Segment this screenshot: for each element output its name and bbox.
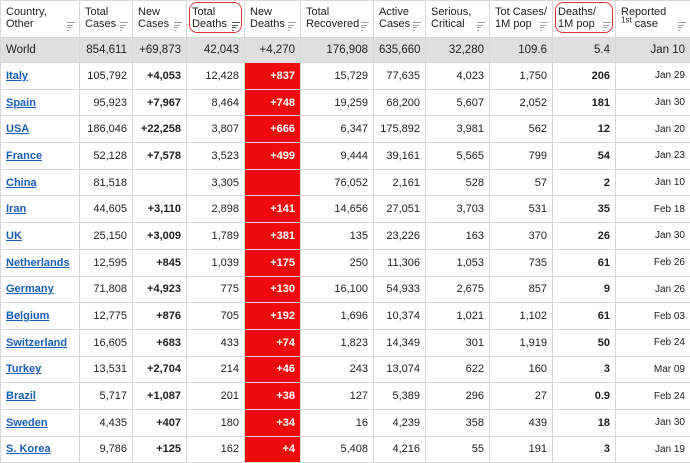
cell-active-cases: 23,226 — [374, 223, 426, 250]
cell-tot-cases-per-1m: 191 — [490, 436, 553, 463]
country-link[interactable]: Iran — [6, 203, 26, 215]
cell-tot-cases-per-1m: 1,919 — [490, 329, 553, 356]
cell-total-recovered: 76,052 — [301, 169, 374, 196]
cell-deaths-per-1m: 0.9 — [553, 383, 616, 410]
cell-reported-first-case: Jan 19 — [616, 436, 690, 463]
cell-reported-first-case: Mar 09 — [616, 356, 690, 383]
cell-new-deaths: +4 — [245, 436, 301, 463]
column-header-active-cases[interactable] — [374, 1, 426, 38]
cell-total-deaths: 3,807 — [187, 116, 245, 143]
cell-total-deaths: 775 — [187, 276, 245, 303]
cell-tot-cases-per-1m: 531 — [490, 196, 553, 223]
cell-country — [1, 223, 80, 250]
cell-new-deaths: +837 — [245, 63, 301, 90]
cell-total-cases: 9,786 — [80, 436, 133, 463]
sort-icon[interactable] — [174, 22, 182, 31]
cell-reported-first-case: Jan 30 — [616, 409, 690, 436]
cell-active-cases: 4,216 — [374, 436, 426, 463]
cell-active-cases: 11,306 — [374, 249, 426, 276]
cell-country — [1, 356, 80, 383]
cell-total-deaths: 12,428 — [187, 63, 245, 90]
cell-new-deaths: +46 — [245, 356, 301, 383]
cell-active-cases: 39,161 — [374, 143, 426, 170]
cell-deaths-per-1m: 18 — [553, 409, 616, 436]
sort-icon[interactable] — [603, 22, 611, 31]
table-header-row — [1, 1, 690, 38]
cell-active-cases: 175,892 — [374, 116, 426, 143]
cell-new-cases: +4,053 — [133, 63, 187, 90]
country-link[interactable]: Turkey — [6, 363, 41, 375]
cell-total-recovered: 127 — [301, 383, 374, 410]
column-header-label: New Cases — [138, 6, 169, 30]
cell-serious-critical: 3,703 — [426, 196, 490, 223]
cell-total-cases: 12,775 — [80, 303, 133, 330]
cell-country — [1, 436, 80, 463]
cell-total-deaths: 162 — [187, 436, 245, 463]
cell-deaths-per-1m: 50 — [553, 329, 616, 356]
cell-new-deaths: +748 — [245, 89, 301, 116]
cell-new-cases: +1,087 — [133, 383, 187, 410]
cell-total-deaths: 3,523 — [187, 143, 245, 170]
cell-serious-critical: 5,607 — [426, 89, 490, 116]
country-link[interactable]: USA — [6, 123, 29, 135]
cell-deaths-per-1m: 2 — [553, 169, 616, 196]
cell-tot-cases-per-1m: 370 — [490, 223, 553, 250]
cell-total-deaths: 3,305 — [187, 169, 245, 196]
cell-total-recovered: 243 — [301, 356, 374, 383]
cell-total-deaths: 433 — [187, 329, 245, 356]
cell-country — [1, 276, 80, 303]
column-header-tot-cases-per-1m[interactable] — [490, 1, 553, 38]
cell-new-deaths: +381 — [245, 223, 301, 250]
cell-reported-first-case: Jan 10 — [616, 169, 690, 196]
sort-icon[interactable] — [540, 22, 548, 31]
cell-tot-cases-per-1m: 735 — [490, 249, 553, 276]
cell-serious-critical: 32,280 — [426, 38, 490, 63]
cell-country — [1, 329, 80, 356]
cell-deaths-per-1m: 181 — [553, 89, 616, 116]
country-link[interactable]: China — [6, 177, 37, 189]
cell-new-deaths: +192 — [245, 303, 301, 330]
cell-total-recovered: 16,100 — [301, 276, 374, 303]
cell-new-cases: +845 — [133, 249, 187, 276]
cell-new-cases: +3,110 — [133, 196, 187, 223]
column-header-country[interactable] — [1, 1, 80, 38]
cell-total-recovered: 15,729 — [301, 63, 374, 90]
cell-total-cases: 12,595 — [80, 249, 133, 276]
country-link[interactable]: Netherlands — [6, 257, 70, 269]
column-header-reported-first-case[interactable] — [616, 1, 690, 38]
cell-total-recovered: 5,408 — [301, 436, 374, 463]
cell-new-deaths: +34 — [245, 409, 301, 436]
cell-total-deaths: 42,043 — [187, 38, 245, 63]
table-row — [1, 89, 690, 116]
cell-serious-critical: 163 — [426, 223, 490, 250]
table-row — [1, 249, 690, 276]
cell-total-cases: 13,531 — [80, 356, 133, 383]
cell-serious-critical: 358 — [426, 409, 490, 436]
cell-deaths-per-1m: 35 — [553, 196, 616, 223]
cell-deaths-per-1m: 5.4 — [553, 38, 616, 63]
cell-reported-first-case: Feb 24 — [616, 383, 690, 410]
country-link[interactable]: France — [6, 150, 42, 162]
cell-total-recovered: 1,696 — [301, 303, 374, 330]
cell-new-deaths: +141 — [245, 196, 301, 223]
cell-total-cases: 81,518 — [80, 169, 133, 196]
cell-new-deaths: +38 — [245, 383, 301, 410]
column-header-label: Total Cases — [85, 6, 116, 30]
column-header-deaths-per-1m[interactable] — [553, 1, 616, 38]
cell-active-cases: 635,660 — [374, 38, 426, 63]
cell-tot-cases-per-1m: 439 — [490, 409, 553, 436]
cell-total-recovered: 176,908 — [301, 38, 374, 63]
cell-active-cases: 5,389 — [374, 383, 426, 410]
column-header-label: Total Recovered — [306, 6, 359, 30]
cell-active-cases: 13,074 — [374, 356, 426, 383]
column-header-label: Country, Other — [6, 6, 47, 30]
column-header-total-cases[interactable] — [80, 1, 133, 38]
cell-country — [1, 196, 80, 223]
cell-reported-first-case: Feb 24 — [616, 329, 690, 356]
cell-country — [1, 383, 80, 410]
column-header-label: Serious, Critical — [431, 6, 471, 30]
cell-new-deaths: +666 — [245, 116, 301, 143]
table-row — [1, 356, 690, 383]
cell-total-recovered: 16 — [301, 409, 374, 436]
cell-reported-first-case: Jan 30 — [616, 89, 690, 116]
sort-icon[interactable] — [413, 22, 421, 31]
cell-total-cases: 5,717 — [80, 383, 133, 410]
cell-total-recovered: 6,347 — [301, 116, 374, 143]
cell-total-deaths: 705 — [187, 303, 245, 330]
cell-tot-cases-per-1m: 562 — [490, 116, 553, 143]
cell-active-cases: 2,161 — [374, 169, 426, 196]
country-link[interactable]: Spain — [6, 97, 36, 109]
sort-icon[interactable] — [361, 22, 369, 31]
column-header-label: Active Cases — [379, 6, 410, 30]
table-row — [1, 116, 690, 143]
cell-total-cases: 854,611 — [80, 38, 133, 63]
cell-active-cases: 68,200 — [374, 89, 426, 116]
cell-deaths-per-1m: 3 — [553, 356, 616, 383]
sort-icon[interactable] — [67, 22, 75, 31]
cell-serious-critical: 4,023 — [426, 63, 490, 90]
cell-total-cases: 4,435 — [80, 409, 133, 436]
cell-new-deaths: +130 — [245, 276, 301, 303]
column-header-new-cases[interactable] — [133, 1, 187, 38]
sort-icon[interactable] — [120, 22, 128, 31]
cell-tot-cases-per-1m: 160 — [490, 356, 553, 383]
cell-deaths-per-1m: 54 — [553, 143, 616, 170]
cell-reported-first-case: Jan 29 — [616, 63, 690, 90]
cell-deaths-per-1m: 61 — [553, 303, 616, 330]
cell-total-recovered: 1,823 — [301, 329, 374, 356]
table-row — [1, 196, 690, 223]
cell-total-recovered: 14,656 — [301, 196, 374, 223]
cell-tot-cases-per-1m: 1,750 — [490, 63, 553, 90]
cell-serious-critical: 301 — [426, 329, 490, 356]
country-link[interactable]: UK — [6, 230, 22, 242]
cell-total-deaths: 8,464 — [187, 89, 245, 116]
cell-total-cases: 16,605 — [80, 329, 133, 356]
cell-new-deaths — [245, 169, 301, 196]
cell-active-cases: 14,349 — [374, 329, 426, 356]
table-row — [1, 409, 690, 436]
cell-active-cases: 4,239 — [374, 409, 426, 436]
country-link[interactable]: Switzerland — [6, 337, 67, 349]
cell-new-deaths: +499 — [245, 143, 301, 170]
cell-new-deaths: +175 — [245, 249, 301, 276]
cell-serious-critical: 3,981 — [426, 116, 490, 143]
cell-total-recovered: 19,259 — [301, 89, 374, 116]
table-row — [1, 329, 690, 356]
cell-tot-cases-per-1m: 27 — [490, 383, 553, 410]
cell-country — [1, 63, 80, 90]
cell-reported-first-case: Jan 23 — [616, 143, 690, 170]
cell-new-cases: +407 — [133, 409, 187, 436]
cell-total-deaths: 180 — [187, 409, 245, 436]
table-row — [1, 63, 690, 90]
cell-tot-cases-per-1m: 57 — [490, 169, 553, 196]
column-header-total-deaths[interactable] — [187, 1, 245, 38]
cell-serious-critical: 5,565 — [426, 143, 490, 170]
table-row — [1, 223, 690, 250]
cell-new-deaths: +74 — [245, 329, 301, 356]
cell-new-cases: +7,967 — [133, 89, 187, 116]
sort-desc-icon[interactable] — [232, 22, 240, 31]
table-row — [1, 383, 690, 410]
cell-new-cases: +683 — [133, 329, 187, 356]
cell-country — [1, 89, 80, 116]
cell-serious-critical: 296 — [426, 383, 490, 410]
cell-new-deaths: +4,270 — [245, 38, 301, 63]
cell-total-recovered: 250 — [301, 249, 374, 276]
cell-new-cases: +876 — [133, 303, 187, 330]
cell-total-cases: 71,808 — [80, 276, 133, 303]
cell-serious-critical: 1,021 — [426, 303, 490, 330]
cell-tot-cases-per-1m: 1,102 — [490, 303, 553, 330]
column-header-label: Tot Cases/ 1M pop — [495, 6, 547, 30]
cell-total-cases: 44,605 — [80, 196, 133, 223]
cell-country — [1, 143, 80, 170]
table-row — [1, 143, 690, 170]
cell-active-cases: 27,051 — [374, 196, 426, 223]
table-row — [1, 276, 690, 303]
column-header-label: Reported $^{1st}$ case — [621, 6, 666, 30]
cell-total-cases: 25,150 — [80, 223, 133, 250]
cell-deaths-per-1m: 9 — [553, 276, 616, 303]
cell-total-recovered: 135 — [301, 223, 374, 250]
cell-total-deaths: 1,789 — [187, 223, 245, 250]
column-header-label: New Deaths — [250, 6, 285, 30]
cell-total-deaths: 1,039 — [187, 249, 245, 276]
cell-new-cases: +7,578 — [133, 143, 187, 170]
cell-tot-cases-per-1m: 857 — [490, 276, 553, 303]
cell-tot-cases-per-1m: 799 — [490, 143, 553, 170]
cell-total-cases: 52,128 — [80, 143, 133, 170]
cell-deaths-per-1m: 3 — [553, 436, 616, 463]
column-header-serious-critical[interactable] — [426, 1, 490, 38]
cell-reported-first-case: Jan 26 — [616, 276, 690, 303]
cell-active-cases: 77,635 — [374, 63, 426, 90]
column-header-label: Deaths/ 1M pop — [558, 6, 596, 30]
table-body — [1, 38, 690, 463]
table-row — [1, 436, 690, 463]
cell-reported-first-case: Jan 20 — [616, 116, 690, 143]
cell-country: World — [1, 38, 80, 63]
cell-new-cases: +22,258 — [133, 116, 187, 143]
cell-country — [1, 116, 80, 143]
cell-reported-first-case: Feb 18 — [616, 196, 690, 223]
cell-serious-critical: 528 — [426, 169, 490, 196]
cell-country — [1, 249, 80, 276]
cell-total-cases: 95,923 — [80, 89, 133, 116]
sort-icon[interactable] — [678, 22, 686, 31]
cell-serious-critical: 1,053 — [426, 249, 490, 276]
country-link[interactable]: Sweden — [6, 417, 48, 429]
cell-serious-critical: 55 — [426, 436, 490, 463]
cell-total-deaths: 214 — [187, 356, 245, 383]
cell-serious-critical: 2,675 — [426, 276, 490, 303]
sort-icon[interactable] — [288, 22, 296, 31]
cell-total-cases: 186,046 — [80, 116, 133, 143]
cell-reported-first-case: Feb 03 — [616, 303, 690, 330]
cell-tot-cases-per-1m: 2,052 — [490, 89, 553, 116]
cell-active-cases: 10,374 — [374, 303, 426, 330]
cell-new-cases: +4,923 — [133, 276, 187, 303]
column-header-new-deaths[interactable] — [245, 1, 301, 38]
world-row — [1, 38, 690, 63]
cell-new-cases: +69,873 — [133, 38, 187, 63]
cell-reported-first-case: Feb 26 — [616, 249, 690, 276]
table-row — [1, 303, 690, 330]
country-link[interactable]: Italy — [6, 70, 28, 82]
country-link[interactable]: Belgium — [6, 310, 49, 322]
country-link[interactable]: Germany — [6, 283, 54, 295]
country-link[interactable]: Brazil — [6, 390, 36, 402]
cell-deaths-per-1m: 206 — [553, 63, 616, 90]
sort-icon[interactable] — [477, 22, 485, 31]
cell-deaths-per-1m: 26 — [553, 223, 616, 250]
cell-new-cases: +3,009 — [133, 223, 187, 250]
cell-reported-first-case: Jan 10 — [616, 38, 690, 63]
cell-reported-first-case: Jan 30 — [616, 223, 690, 250]
cell-deaths-per-1m: 12 — [553, 116, 616, 143]
cell-new-cases — [133, 169, 187, 196]
cell-country — [1, 409, 80, 436]
cell-country — [1, 303, 80, 330]
cell-total-cases: 105,792 — [80, 63, 133, 90]
cell-active-cases: 54,933 — [374, 276, 426, 303]
column-header-total-recovered[interactable] — [301, 1, 374, 38]
cell-deaths-per-1m: 61 — [553, 249, 616, 276]
cell-total-recovered: 9,444 — [301, 143, 374, 170]
cell-tot-cases-per-1m: 109.6 — [490, 38, 553, 63]
cell-new-cases: +125 — [133, 436, 187, 463]
column-header-label: Total Deaths — [192, 6, 227, 30]
country-link[interactable]: S. Korea — [6, 443, 51, 455]
cell-total-deaths: 201 — [187, 383, 245, 410]
cell-total-deaths: 2,898 — [187, 196, 245, 223]
cell-country — [1, 169, 80, 196]
cell-new-cases: +2,704 — [133, 356, 187, 383]
cell-serious-critical: 622 — [426, 356, 490, 383]
table-row — [1, 169, 690, 196]
